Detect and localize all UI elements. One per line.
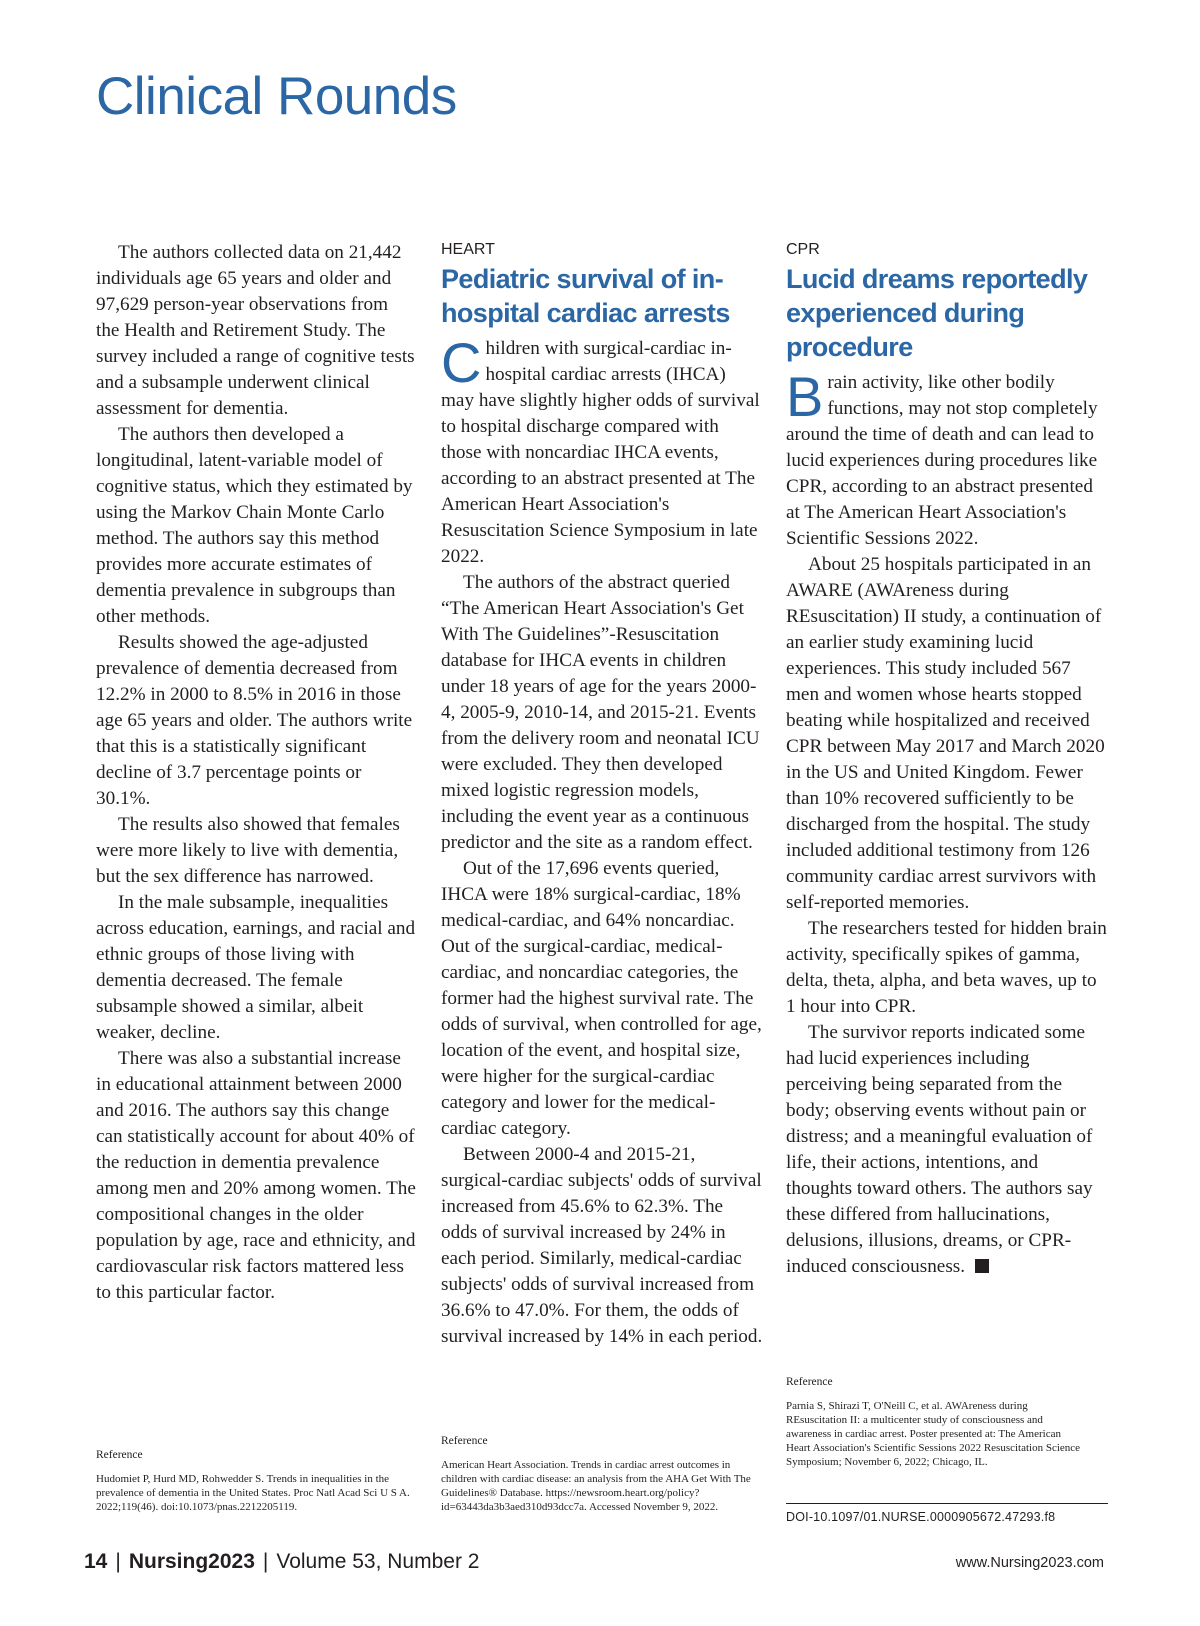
volume-info: Volume 53, Number 2	[276, 1550, 480, 1573]
paragraph	[786, 1020, 1108, 1280]
reference-label: Reference	[96, 1449, 143, 1461]
lead-paragraph	[786, 365, 1108, 552]
reference-text: Parnia S, Shirazi T, O'Neill C, et al. AWAreness during REsuscitation II: a multicenter study of consciousness and awareness in cardiac arrest. Poster presented at: The American Heart Association's Scientific Sessions 2022 Resuscitation Science Symposium; November 6, 2022; Chicago, IL.	[786, 1400, 1081, 1468]
paragraph: Between 2000-4 and 2015-21, surgical-cardiac subjects' odds of survival increased from 45.6% to 62.3%. The odds of survival increased by 24% in each period. Similarly, medical-cardiac subjects' odds of survival increased from 36.6% to 47.0%. For them, the odds of survival increased by 14% in each period.	[441, 1144, 763, 1347]
paragraph: The results also showed that females were more likely to live with dementia, but the sex difference has narrowed.	[96, 814, 400, 887]
reference-dementia	[96, 1448, 416, 1514]
column-dementia-continued	[96, 240, 416, 1306]
footer-separator: |	[115, 1550, 121, 1573]
article-body	[786, 365, 1108, 1280]
paragraph: Results showed the age-adjusted prevalence of dementia decreased from 12.2% in 2000 to 8.5% in 2016 in those age 65 years and older. The authors write that this is a statistically significant decline of 3.7 percentage points or 30.1%.	[96, 632, 413, 809]
closing-text: The survivor reports indicated some had lucid experiences including perceiving being separated from the body; observing events without pain or distress; and a meaningful evaluation of life, their actions, intentions, and thoughts toward others. The authors say these differed from hallucinations, delusions, illusions, dreams, or CPR-induced consciousness.	[786, 1022, 1093, 1277]
paragraph: There was also a substantial increase in educational attainment between 2000 and 2016. The authors say this change can statistically account for about 40% of the reduction in dementia prevalence among men and 20% among women. The compositional changes in the older population by age, race and ethnicity, and cardiovascular risk factors mattered less to this particular factor.	[96, 1048, 416, 1303]
doi-line: DOI-10.1097/01.NURSE.0000905672.47293.f8	[786, 1503, 1108, 1524]
publication-name: Nursing2023	[128, 1550, 255, 1573]
paragraph: The authors collected data on 21,442 individuals age 65 years and older and 97,629 person-year observations from the Health and Retirement Study. The survey included a range of cognitive tests and a subsample underwent clinical assessment for dementia.	[96, 242, 415, 419]
end-of-article-mark	[975, 1259, 989, 1273]
page-footer	[84, 1550, 1104, 1580]
article-headline: Pediatric survival of in-hospital cardiac arrests	[441, 264, 730, 328]
reference-label: Reference	[441, 1435, 488, 1447]
lead-text: rain activity, like other bodily functions, may not stop completely around the time of death and can lead to lucid experiences during procedures like CPR, according to an abstract presented at The American Heart Association's Scientific Sessions 2022.	[786, 372, 1098, 549]
lead-text: hildren with surgical-cardiac in-hospital cardiac arrests (IHCA) may have slightly higher odds of survival to hospital discharge compared with those with noncardiac IHCA events, according to an abstract presented at The American Heart Association's Resuscitation Science Symposium in late 2022.	[441, 338, 760, 567]
section-label: CPR	[786, 241, 820, 258]
article-body	[96, 240, 416, 1306]
column-lucid-dreams	[786, 240, 1108, 1280]
paragraph: The authors of the abstract queried “The American Heart Association's Get With The Guidelines”-Resuscitation database for IHCA events in children under 18 years of age for the years 2000-4, 2005-9, 2010-14, and 2015-21. Events from the delivery room and neonatal ICU were excluded. They then developed mixed logistic regression models, including the event year as a continuous predictor and the site as a random effect.	[441, 572, 760, 853]
reference-text: Hudomiet P, Hurd MD, Rohwedder S. Trends in inequalities in the prevalence of dementia in the United States. Proc Natl Acad Sci U S A. 2022;119(46). doi:10.1073/pnas.2212205119.	[96, 1473, 410, 1513]
paragraph: The researchers tested for hidden brain activity, specifically spikes of gamma, delta, theta, alpha, and beta waves, up to 1 hour into CPR.	[786, 918, 1107, 1017]
article-body	[441, 331, 763, 1350]
drop-cap: C	[441, 331, 482, 394]
paragraph: In the male subsample, inequalities across education, earnings, and racial and ethnic groups of those living with dementia decreased. The female subsample showed a similar, albeit weaker, decline.	[96, 892, 416, 1043]
reference-text: American Heart Association. Trends in cardiac arrest outcomes in children with cardiac disease: an analysis from the AHA Get With The Guidelines® Database. https://newsroom.heart.org/policy?id=63443da3b3aed310d93dcc7a. Accessed November 9, 2022.	[441, 1459, 751, 1513]
paragraph: The authors then developed a longitudinal, latent-variable model of cognitive status, which they estimated by using the Markov Chain Monte Carlo method. The authors say this method provides more accurate estimates of dementia prevalence in subgroups than other methods.	[96, 424, 413, 627]
paragraph: Out of the 17,696 events queried, IHCA were 18% surgical-cardiac, 18% medical-cardiac, and 64% noncardiac. Out of the surgical-cardiac, medical-cardiac, and noncardiac categories, the former had the highest survival rate. The odds of survival, when controlled for age, location of the event, and hospital size, were higher for the surgical-cardiac category and lower for the medical-cardiac category.	[441, 858, 762, 1139]
reference-label: Reference	[786, 1376, 833, 1388]
section-label: HEART	[441, 241, 495, 258]
lead-paragraph	[441, 331, 763, 570]
paragraph: About 25 hospitals participated in an AWARE (AWAreness during REsuscitation) II study, a continuation of an earlier study examining lucid experiences. This study included 567 men and women whose hearts stopped beating while hospitalized and received CPR between May 2017 and March 2020 in the US and United Kingdom. Fewer than 10% recovered sufficiently to be discharged from the hospital. The study included additional testimony from 126 community cardiac arrest survivors with self-reported memories.	[786, 554, 1105, 913]
drop-cap: B	[786, 365, 824, 428]
reference-lucid	[786, 1375, 1086, 1469]
footer-citation	[84, 1550, 479, 1574]
footer-separator: |	[262, 1550, 269, 1573]
article-headline: Lucid dreams reportedly experienced during procedure	[786, 264, 1088, 362]
reference-pediatric	[441, 1434, 763, 1514]
page-number: 14	[84, 1550, 108, 1573]
website-url: www.Nursing2023.com	[955, 1555, 1104, 1571]
column-pediatric-survival	[441, 240, 763, 1350]
page-title: Clinical Rounds	[96, 67, 457, 126]
